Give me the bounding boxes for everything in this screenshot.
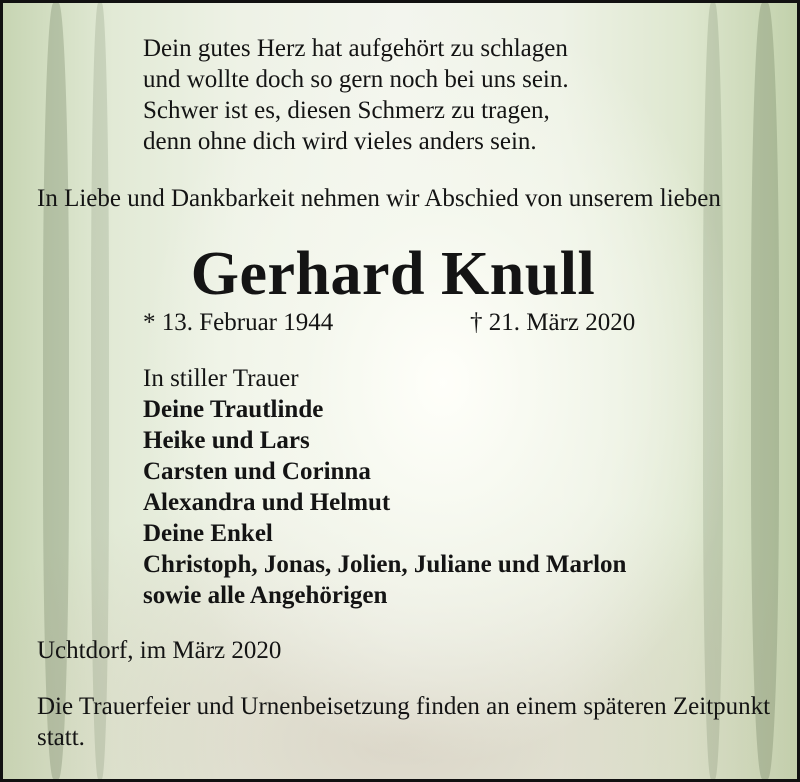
poem-line: Dein gutes Herz hat aufgehört zu schlagen bbox=[143, 35, 568, 62]
poem-line: denn ohne dich wird vieles anders sein. bbox=[143, 128, 537, 155]
funeral-notice: Die Trauerfeier und Urnenbeisetzung finden an einem späteren Zeitpunkt statt. bbox=[37, 693, 771, 751]
death-date: † 21. März 2020 bbox=[470, 309, 636, 336]
mourner-entry: Christoph, Jonas, Jolien, Juliane und Marlon bbox=[143, 551, 627, 578]
mourner-entry: Carsten und Corinna bbox=[143, 458, 371, 485]
poem-line: Schwer ist es, diesen Schmerz zu tragen, bbox=[143, 97, 550, 124]
deceased-name: Gerhard Knull bbox=[190, 240, 596, 308]
mourner-entry: Deine Trautlinde bbox=[143, 396, 324, 423]
mourner-entry: Deine Enkel bbox=[143, 520, 273, 547]
mourners-list bbox=[143, 363, 783, 611]
mourner-entry: Alexandra und Helmut bbox=[143, 489, 391, 516]
mourners-heading: In stiller Trauer bbox=[143, 365, 299, 392]
mourner-entry: Heike und Lars bbox=[143, 427, 310, 454]
place-and-date: Uchtdorf, im März 2020 bbox=[37, 637, 282, 664]
poem-line: und wollte doch so gern noch bei uns sein. bbox=[143, 66, 569, 93]
mourner-entry: sowie alle Angehörigen bbox=[143, 582, 388, 609]
farewell-intro: In Liebe und Dankbarkeit nehmen wir Abschied von unserem lieben bbox=[37, 185, 721, 212]
birth-date: * 13. Februar 1944 bbox=[143, 309, 334, 336]
memorial-poem bbox=[143, 33, 663, 157]
